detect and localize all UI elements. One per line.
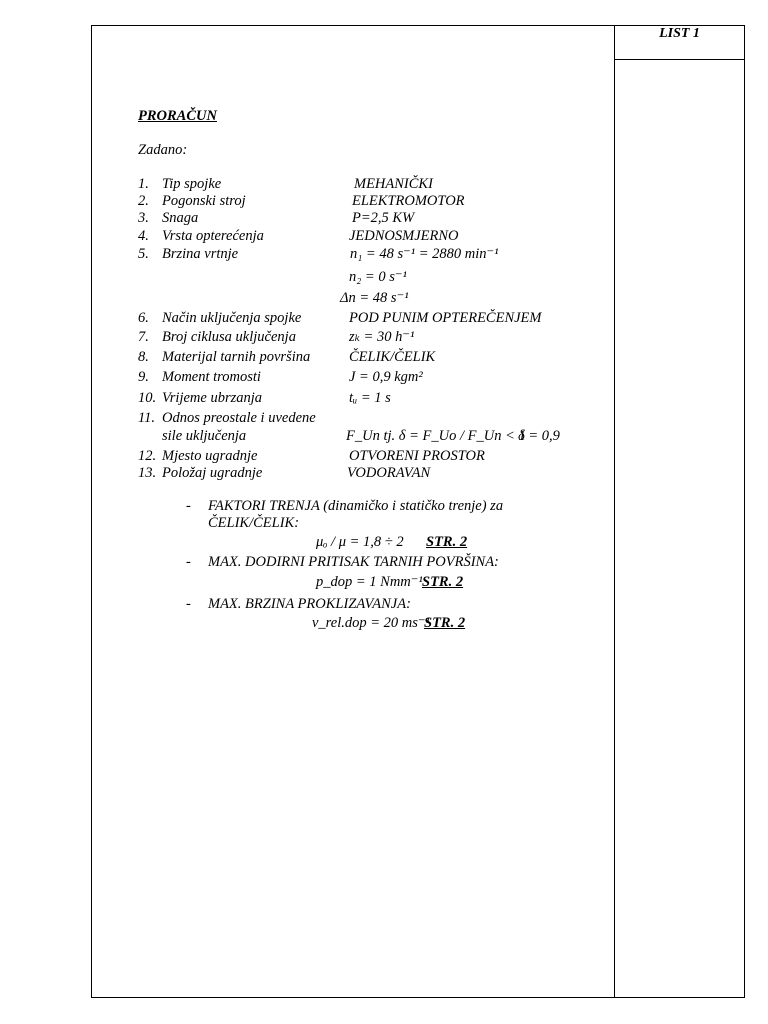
item-label: Pogonski stroj [162, 193, 246, 209]
item-label: Vrijeme ubrzanja [162, 390, 263, 406]
item-label: Odnos preostale i uvedene [162, 410, 316, 426]
item-number: 10. [138, 390, 157, 406]
item-label: Način uključenja spojke [162, 310, 302, 326]
item-value: n₂ = 0 s⁻¹ [349, 269, 407, 285]
item-number: 6. [138, 310, 149, 326]
item-value: MEHANIČKI [354, 176, 433, 192]
item-value: Δn = 48 s⁻¹ [340, 290, 409, 306]
note-text: ČELIK/ČELIK: [208, 515, 300, 531]
note-text: MAX. BRZINA PROKLIZAVANJA: [208, 596, 411, 612]
item-value: POD PUNIM OPTEREČENJEM [349, 310, 542, 326]
note-formula: v_rel.dop = 20 ms⁻¹ [312, 615, 430, 631]
item-label: Mjesto ugradnje [162, 448, 258, 464]
page-reference: STR. 2 [422, 574, 464, 590]
header-cell-line [614, 59, 745, 60]
item-value: ČELIK/ČELIK [349, 349, 436, 365]
item-label: sile uključenja [162, 428, 247, 444]
item-label: Položaj ugradnje [162, 465, 263, 481]
delta-value: δ = 0,9 [518, 428, 560, 444]
item-value: tᵤ = 1 s [349, 390, 391, 406]
item-number: 7. [138, 329, 149, 345]
item-number: 11. [138, 410, 156, 426]
page-reference: STR. 2 [424, 615, 466, 631]
margin-column-line [614, 25, 615, 998]
item-label: Tip spojke [162, 176, 222, 192]
item-number: 5. [138, 246, 149, 262]
note-formula: p_dop = 1 Nmm⁻¹ [316, 574, 423, 590]
item-label: Snaga [162, 210, 199, 226]
item-number: 2. [138, 193, 149, 209]
item-number: 3. [138, 210, 149, 226]
item-value: VODORAVAN [347, 465, 431, 481]
item-label: Broj ciklusa uključenja [162, 329, 296, 345]
note-text: MAX. DODIRNI PRITISAK TARNIH POVRŠINA: [208, 554, 499, 570]
item-label: Materijal tarnih površina [162, 349, 311, 365]
item-value: ELEKTROMOTOR [352, 193, 465, 209]
item-label: Brzina vrtnje [162, 246, 239, 262]
item-number: 12. [138, 448, 157, 464]
item-number: 9. [138, 369, 149, 385]
sheet-label: LIST 1 [659, 26, 700, 41]
item-number: 4. [138, 228, 149, 244]
page-reference: STR. 2 [426, 534, 468, 550]
item-value: n₁ = 48 s⁻¹ = 2880 min⁻¹ [350, 246, 499, 262]
item-value: F_Un tj. δ = F_Uo / F_Un < 1 [346, 428, 526, 444]
page-title: PRORAČUN [138, 108, 217, 124]
bullet-dash: - [186, 554, 191, 570]
item-value: OTVORENI PROSTOR [349, 448, 485, 464]
item-value: J = 0,9 kgm² [349, 369, 423, 385]
given-heading: Zadano: [138, 142, 188, 158]
item-value: P=2,5 KW [352, 210, 415, 226]
bullet-dash: - [186, 498, 191, 514]
item-value: zₖ = 30 h⁻¹ [349, 329, 415, 345]
item-label: Vrsta opterećenja [162, 228, 264, 244]
bullet-dash: - [186, 596, 191, 612]
note-text: FAKTORI TRENJA (dinamičko i statičko trenje) za [208, 498, 504, 514]
item-value: JEDNOSMJERNO [349, 228, 459, 244]
item-number: 1. [138, 176, 149, 192]
item-number: 8. [138, 349, 149, 365]
item-number: 13. [138, 465, 157, 481]
item-label: Moment tromosti [162, 369, 261, 385]
note-formula: μₒ / μ = 1,8 ÷ 2 [316, 534, 404, 550]
